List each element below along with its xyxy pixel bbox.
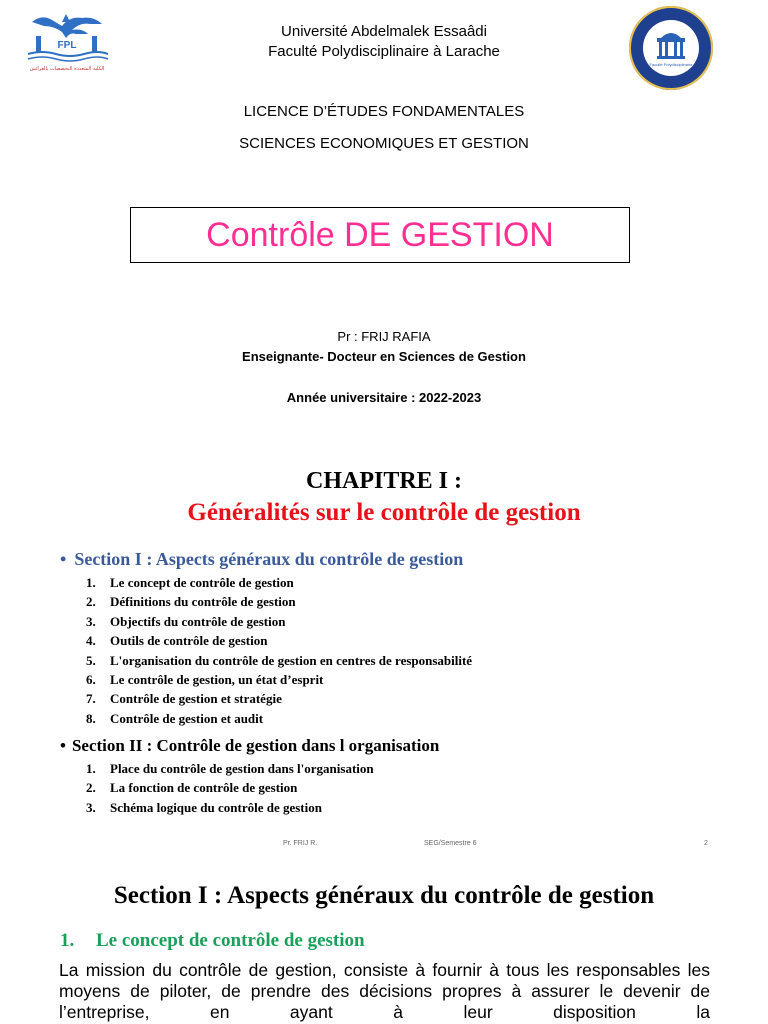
list-item [86,592,472,611]
item-text: Place du contrôle de gestion dans l'organisation [110,761,374,776]
field-label: SCIENCES ECONOMIQUES ET GESTION [239,135,529,152]
item-text: Objectifs du contrôle de gestion [110,613,286,629]
section-1-heading [60,549,463,570]
fpl-logo-caption: الكلية المتعددة التخصصات بالعرائش [29,66,105,72]
footer-semester: SEG/Semestre 6 [424,840,477,847]
list-item [86,651,472,670]
page2-subheading [60,930,365,952]
section-1-list [86,573,472,728]
section-2-bullet: • [60,736,66,755]
item-text: Outils de contrôle de gestion [110,633,268,649]
list-item [86,573,472,592]
list-item [86,689,472,708]
page2-paragraph: La mission du contrôle de gestion, consiste à fournir à tous les responsables les moyens de piloter, de prendre des décisions propres à assurer le devenir de l’entreprise, en ayant à leur disposition la [59,960,710,1022]
item-number: 7. [86,691,96,707]
section-1-bullet: • [60,549,67,569]
section-2-heading [60,736,439,756]
item-text: Contrôle de gestion et stratégie [110,691,282,707]
item-number: 2. [86,780,96,796]
course-title: Contrôle DE GESTION [206,216,554,254]
item-text: Contrôle de gestion et audit [110,710,264,726]
item-number: 2. [86,594,96,610]
section-2-list [86,759,374,817]
item-text: Définitions du contrôle de gestion [110,594,296,610]
item-number: 8. [86,710,96,726]
item-number: 3. [86,613,96,629]
item-number: 5. [86,652,96,668]
item-number: 1. [86,761,96,776]
list-item [86,631,472,650]
list-item [86,778,374,797]
chapter-title: CHAPITRE I : [305,468,462,494]
course-title-box [130,207,630,263]
page2-subheading-number: 1. [60,930,75,951]
program-header [0,102,768,154]
list-item [86,709,472,728]
list-item [86,759,374,778]
footer-page-number: 2 [704,840,708,847]
item-text: Le concept de contrôle de gestion [110,575,294,590]
item-number: 1. [86,575,96,590]
item-text: Le contrôle de gestion, un état d’esprit [110,672,324,688]
item-text: Schéma logique du contrôle de gestion [110,799,322,815]
chapter-subtitle: Généralités sur le contrôle de gestion [187,499,581,526]
list-item [86,670,472,689]
faculty-name: Faculté Polydisciplinaire à Larache [268,43,500,60]
item-number: 4. [86,633,96,649]
page2-subheading-text: Le concept de contrôle de gestion [96,930,365,951]
item-text: L'organisation du contrôle de gestion en centres de responsabilité [110,652,473,668]
section-1-title: Section I : Aspects généraux du contrôle de gestion [74,549,464,569]
professor-role: Enseignante- Docteur en Sciences de Gestion [242,349,526,364]
footer-author: Pr. FRIJ R. [283,840,318,847]
licence-label: LICENCE D’ÉTUDES FONDAMENTALES [243,103,525,120]
university-name: Université Abdelmalek Essaâdi [281,23,487,40]
item-number: 3. [86,799,96,815]
academic-year: Année universitaire : 2022-2023 [286,390,482,405]
item-text: La fonction de contrôle de gestion [110,780,298,796]
page2-section-heading: Section I : Aspects généraux du contrôle de gestion [113,882,655,909]
list-item [86,798,374,817]
professor-block [0,327,768,367]
professor-name: Pr : FRIJ RAFIA [337,329,431,344]
seal-caption: Faculté Polydisciplinaire [649,62,693,67]
section-2-title: Section II : Contrôle de gestion dans l organisation [71,736,440,755]
institution-header [0,22,768,62]
list-item [86,612,472,631]
fpl-logo-text: FPL [57,40,77,51]
item-number: 6. [86,672,96,688]
